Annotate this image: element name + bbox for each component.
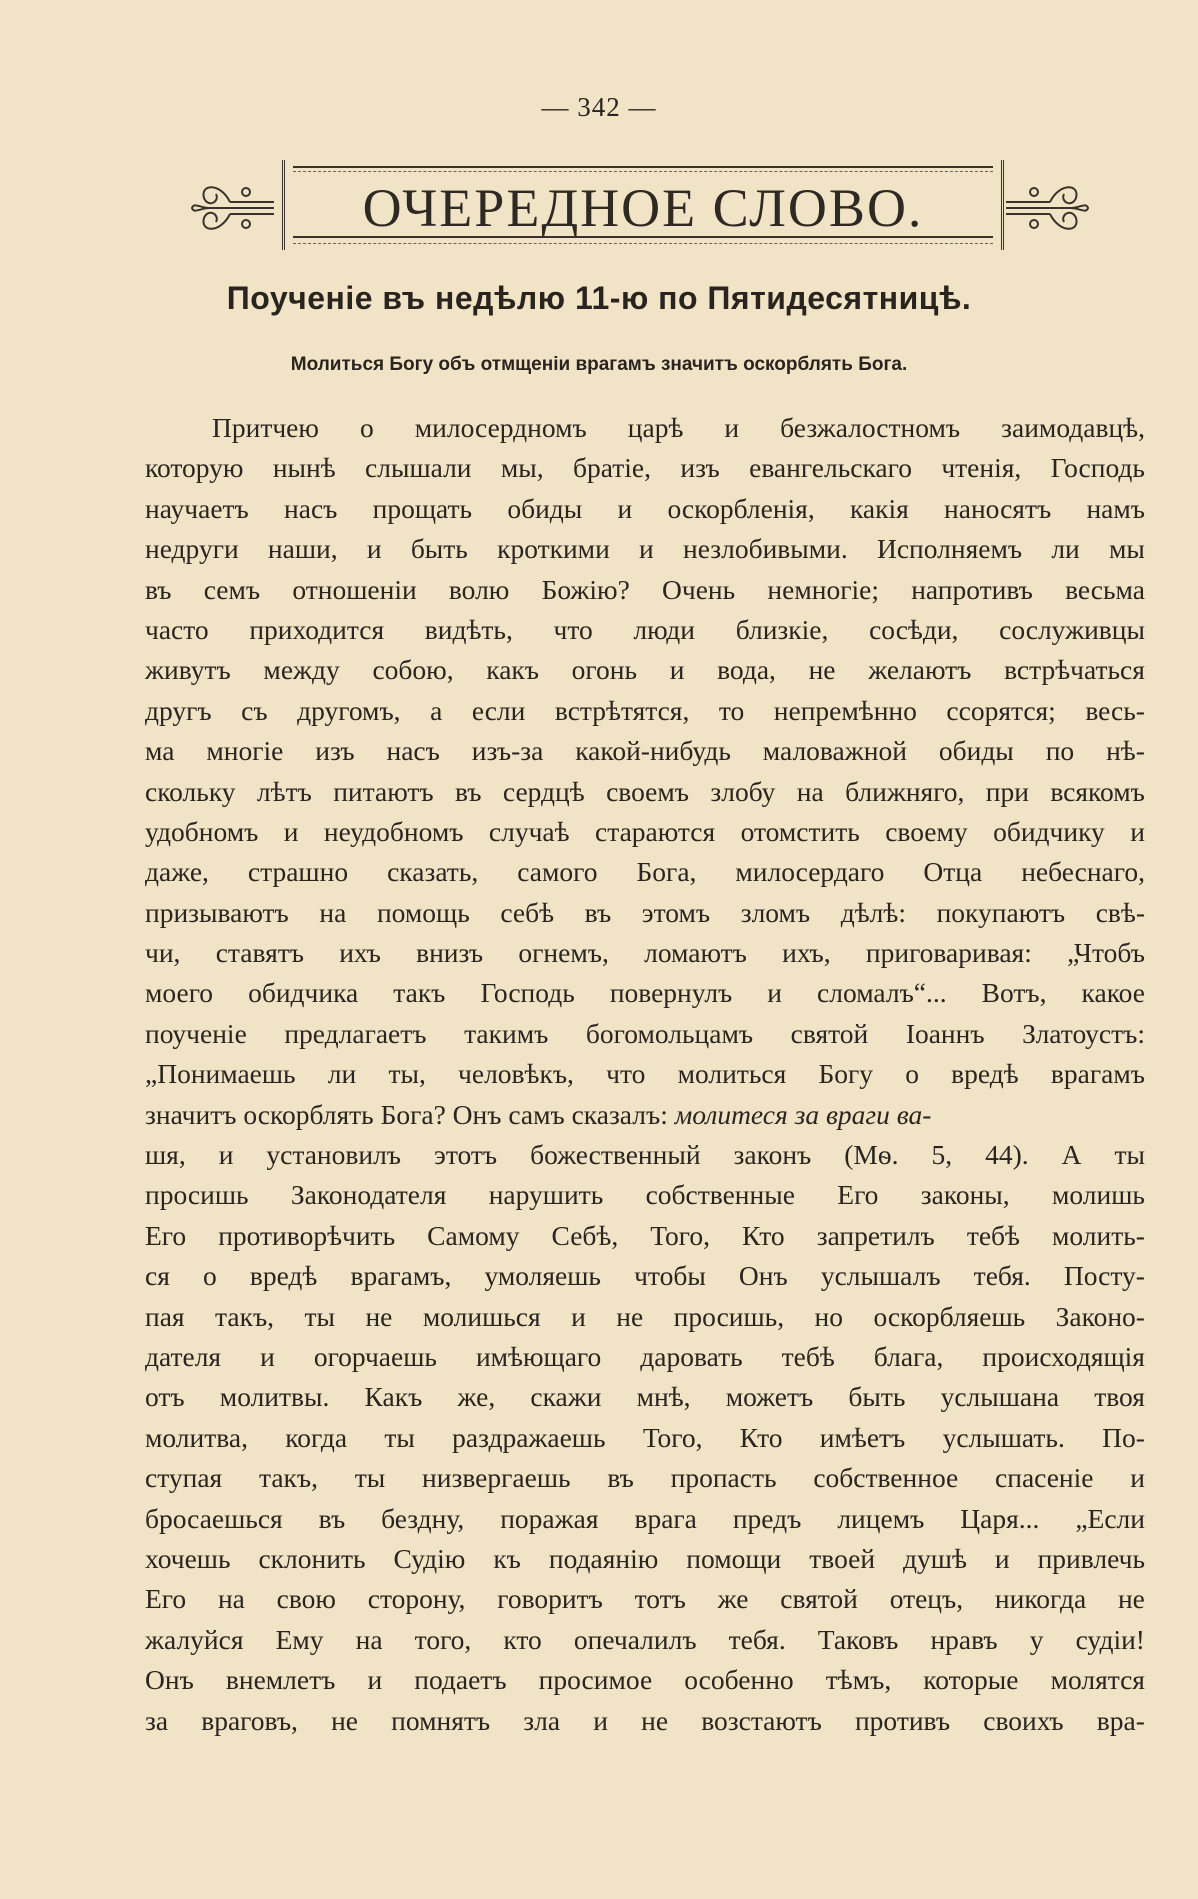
title-frame xyxy=(282,160,1004,250)
section-title: ОЧЕРЕДНОЕ СЛОВО. xyxy=(362,178,924,238)
text-line: которую нынѣ слышали мы, братіе, изъ евангельскаго чтенія, Господь xyxy=(145,452,1145,484)
text-line: недруги наши, и быть кроткими и незлобивыми. Исполняемъ ли мы xyxy=(145,533,1145,565)
text-line: хочешь склонить Судію къ подаянію помощи твоей душѣ и привлечь xyxy=(145,1542,1145,1574)
text-line: ся о вредѣ врагамъ, умоляешь чтобы Онъ услышалъ тебя. Посту- xyxy=(145,1260,1145,1292)
text-line: отъ молитвы. Какъ же, скажи мнѣ, можетъ быть услышана твоя xyxy=(145,1381,1145,1413)
text-line: значитъ оскорблять Бога? Онъ самъ сказалъ: молитеся за враги ва- xyxy=(145,1095,1145,1135)
text-line: научаетъ насъ прощать обиды и оскорбленія, какія наносятъ намъ xyxy=(145,492,1145,524)
text-line: Притчею о милосердномъ царѣ и безжалостномъ заимодавцѣ, xyxy=(212,412,1145,443)
text-line: пая такъ, ты не молишься и не просишь, но оскорбляешь Законо- xyxy=(145,1300,1145,1332)
text-line: молитва, когда ты раздражаешь Того, Кто имѣетъ услышать. По- xyxy=(145,1421,1145,1453)
text-line: часто приходится видѣть, что люди близкіе, сосѣди, сослуживцы xyxy=(145,613,1145,645)
text-line: Онъ внемлетъ и подаетъ просимое особенно тѣмъ, которые молятся xyxy=(145,1664,1145,1696)
text-line: просишь Законодателя нарушить собственные Его законы, молишь xyxy=(145,1179,1145,1211)
text-line: живутъ между собою, какъ огонь и вода, не желаютъ встрѣчаться xyxy=(145,654,1145,686)
text-line: другъ съ другомъ, а если встрѣтятся, то непремѣнно ссорятся; весь- xyxy=(145,694,1145,726)
text-line: шя, и установилъ этотъ божественный законъ (Мѳ. 5, 44). А ты xyxy=(145,1139,1145,1171)
scripture-quote: молитеся за враги ва- xyxy=(674,1098,932,1130)
text-line: скольку лѣтъ питаютъ въ сердцѣ своемъ злобу на ближняго, при всякомъ xyxy=(145,775,1145,807)
page-number: — 342 — xyxy=(541,92,657,122)
text-line: удобномъ и неудобномъ случаѣ стараются отомстить своему обидчику и xyxy=(145,815,1145,847)
text-line: „Понимаешь ли ты, человѣкъ, что молиться Богу о вредѣ врагамъ xyxy=(145,1058,1145,1090)
text-line: дателя и огорчаешь имѣющаго даровать тебѣ блага, происходящія xyxy=(145,1340,1145,1372)
text-line: Его на свою сторону, говоритъ тотъ же святой отецъ, никогда не xyxy=(145,1583,1145,1615)
sermon-heading: Поученіе въ недѣлю 11-ю по Пятидесятницѣ. xyxy=(226,280,972,316)
text-line: за враговъ, не помнятъ зла и не возстаютъ противъ своихъ вра- xyxy=(145,1704,1145,1736)
text-line: жалуйся Ему на того, кто опечалилъ тебя. Таковъ нравъ у судіи! xyxy=(145,1623,1145,1655)
text-line: ма многіе изъ насъ изъ-за какой-нибудь маловажной обиды по нѣ- xyxy=(145,735,1145,767)
text-line: призываютъ на помощь себѣ въ этомъ зломъ дѣлѣ: покупаютъ свѣ- xyxy=(145,896,1145,928)
section-header xyxy=(190,160,1090,260)
text-line: Его противорѣчить Самому Себѣ, Того, Кто запретилъ тебѣ молить- xyxy=(145,1219,1145,1251)
text-line: даже, страшно сказать, самого Бога, милосердаго Отца небеснаго, xyxy=(145,856,1145,888)
left-ornament-icon xyxy=(190,172,276,244)
right-ornament-icon xyxy=(1004,172,1090,244)
text-line: бросаешься въ бездну, поражая врага предъ лицемъ Царя... „Если xyxy=(145,1502,1145,1534)
text-line: поученіе предлагаетъ такимъ богомольцамъ святой Іоаннъ Златоустъ: xyxy=(145,1017,1145,1049)
sermon-body xyxy=(145,408,1145,1741)
text-line: чи, ставятъ ихъ внизъ огнемъ, ломаютъ ихъ, приговаривая: „Чтобъ xyxy=(145,937,1145,969)
text-line: въ семъ отношеніи волю Божію? Очень немногіе; напротивъ весьма xyxy=(145,573,1145,605)
text-line: ступая такъ, ты низвергаешь въ пропасть собственное спасеніе и xyxy=(145,1462,1145,1494)
text-line: моего обидчика такъ Господь повернулъ и сломалъ“... Вотъ, какое xyxy=(145,977,1145,1009)
sermon-subheading: Молиться Богу объ отмщеніи врагамъ значитъ оскорблять Бога. xyxy=(290,354,908,375)
